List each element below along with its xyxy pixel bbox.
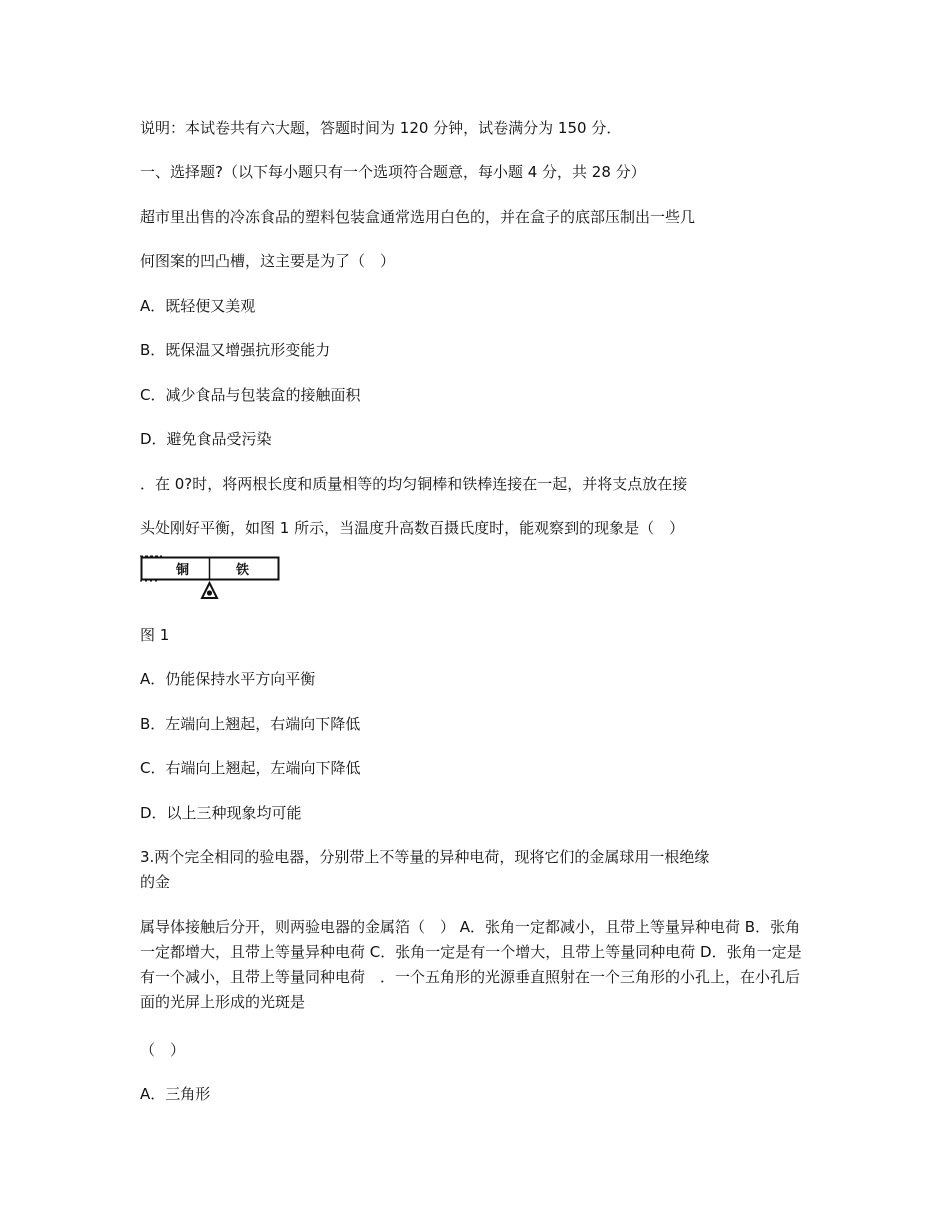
question-4-option-a: A．三角形	[140, 1085, 211, 1103]
exam-instructions: 说明：本试卷共有六大题，答题时间为 120 分钟，试卷满分为 150 分．	[140, 119, 622, 137]
figure-1-balance-diagram	[140, 554, 282, 602]
question-2-option-d: D．以上三种现象均可能	[140, 804, 302, 822]
question-2-option-c: C．右端向上翘起，左端向下降低	[140, 759, 361, 777]
lever-diagram	[140, 554, 282, 602]
question-1-option-d: D．避免食品受污染	[140, 430, 272, 448]
iron-label: 铁	[236, 563, 250, 578]
question-1-text: 超市里出售的冷冻食品的塑料包装盒通常选用白色的，并在盒子的底部压制出一些几	[140, 208, 696, 226]
copper-label: 铜	[176, 563, 190, 578]
question-4-answer-paren: （ ）	[140, 1041, 186, 1059]
question-3-text: 3.两个完全相同的验电器，分别带上不等量的异种电荷，现将它们的金属球用一根绝缘	[140, 848, 710, 866]
question-2-text: ．在 0?时，将两根长度和质量相等的均匀铜棒和铁棒连接在一起，并将支点放在接	[140, 475, 688, 493]
question-2-text-cont: 头处刚好平衡，如图 1 所示，当温度升高数百摄氏度时，能观察到的现象是（ ）	[140, 519, 685, 537]
question-1-text-cont: 何图案的凹凸槽，这主要是为了（ ）	[140, 252, 396, 270]
question-3-body: 属导体接触后分开，则两验电器的金属箔（ ） A．张角一定都减小，且带上等量异种电荷 B．张角一定都增大，且带上等量异种电荷 C．张角一定是有一个增大，且带上等量同种电荷 D．张角一定是有一个减小，且带上等量同种电荷 ．一个五角形的光源垂直照射在一个三角形的小孔上，在小孔后面的光屏上形成的光斑是	[140, 918, 802, 1011]
section-heading: 一、选择题?（以下每小题只有一个选项符合题意，每小题 4 分，共 28 分）	[140, 163, 646, 181]
question-2-option-a: A．仍能保持水平方向平衡	[140, 670, 316, 688]
question-2-option-b: B．左端向上翘起，右端向下降低	[140, 715, 361, 733]
question-3-text-cont: 的金	[140, 873, 171, 891]
figure-1-caption: 图 1	[140, 626, 170, 644]
question-1-option-b: B．既保温又增强抗形变能力	[140, 341, 331, 359]
question-1-option-a: A．既轻便又美观	[140, 297, 256, 315]
fulcrum-pin	[207, 590, 212, 595]
question-1-option-c: C．减少食品与包装盒的接触面积	[140, 386, 361, 404]
